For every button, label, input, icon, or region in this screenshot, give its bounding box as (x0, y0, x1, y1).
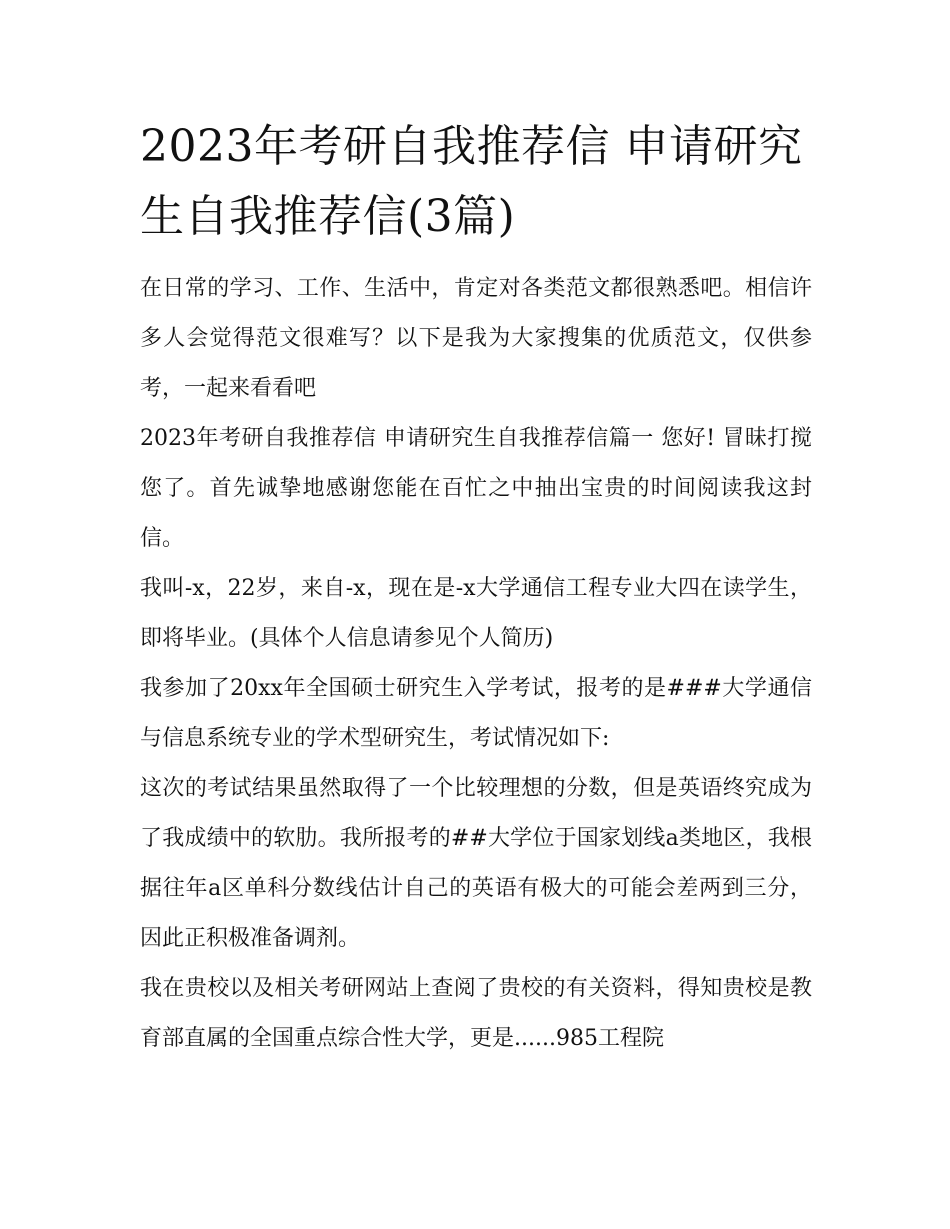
document-page (140, 112, 812, 1064)
paragraph-greeting: 2023年考研自我推荐信 申请研究生自我推荐信篇一 您好! 冒昧打搅您了。首先诚挚地感谢您能在百忙之中抽出宝贵的时间阅读我这封信。 (140, 426, 812, 551)
paragraph-intro: 在日常的学习、工作、生活中，肯定对各类范文都很熟悉吧。相信许多人会觉得范文很难写？以下是我为大家搜集的优质范文，仅供参考，一起来看看吧 (140, 276, 812, 401)
document-title: 2023年考研自我推荐信 申请研究生自我推荐信(3篇) (140, 121, 803, 242)
paragraph-self-intro: 我叫-x，22岁，来自-x，现在是-x大学通信工程专业大四在读学生，即将毕业。(具体个人信息请参见个人简历) (140, 576, 812, 651)
paragraph-exam: 我参加了20xx年全国硕士研究生入学考试，报考的是###大学通信与信息系统专业的学术型研究生，考试情况如下: (140, 676, 812, 751)
paragraph-result: 这次的考试结果虽然取得了一个比较理想的分数，但是英语终究成为了我成绩中的软肋。我所报考的##大学位于国家划线a类地区，我根据往年a区单科分数线估计自己的英语有极大的可能会差两到三分，因此正积极准备调剂。 (140, 776, 812, 951)
paragraph-school: 我在贵校以及相关考研网站上查阅了贵校的有关资料，得知贵校是教育部直属的全国重点综合性大学，更是......985工程院 (140, 976, 812, 1051)
document-body (140, 264, 812, 1064)
